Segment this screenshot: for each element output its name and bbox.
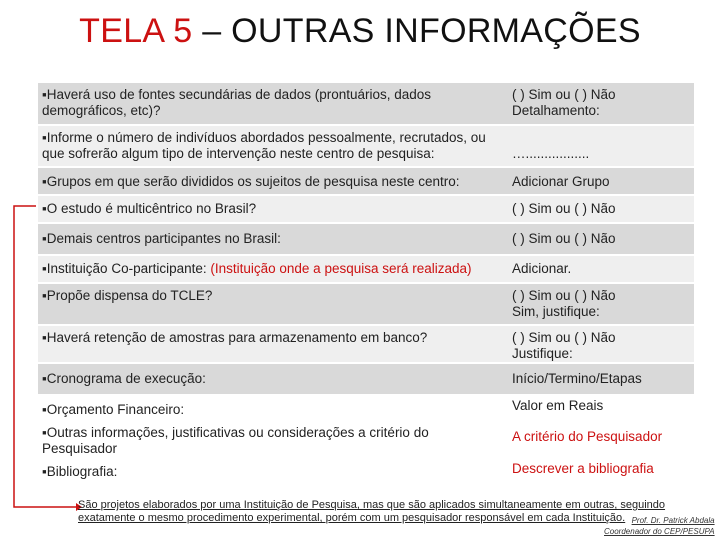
question-outras-informacoes: ▪Outras informações, justificativas ou considerações a critério do Pesquisador (38, 424, 508, 458)
question-fontes-secundarias: ▪Haverá uso de fontes secundárias de dados (prontuários, dados demográficos, etc)? (38, 83, 508, 124)
instituicao-hint: (Instituição onde a pesquisa será realizada) (210, 261, 472, 276)
answer-orcamento[interactable]: Valor em Reais (508, 396, 694, 422)
callout-line (14, 206, 76, 507)
answer-dispensa-tcle[interactable]: ( ) Sim ou ( ) Não Sim, justifique: (508, 284, 694, 324)
answer-multicentrico[interactable]: ( ) Sim ou ( ) Não (508, 196, 694, 222)
question-orcamento: ▪Orçamento Financeiro: (38, 396, 508, 422)
footnote-multicentrico: São projetos elaborados por uma Instituição de Pesquisa, mas que são aplicados simultaneamente em outras, seguindo exatamente o mesmo procedimento experimental, porém com um pesquisador responsável em cada Instituição. (78, 499, 666, 524)
question-dispensa-tcle: ▪Propõe dispensa do TCLE? (38, 284, 508, 324)
question-demais-centros: ▪Demais centros participantes no Brasil: (38, 224, 508, 254)
answer-instituicao[interactable]: Adicionar. (508, 256, 694, 282)
question-grupos: ▪Grupos em que serão divididos os sujeitos de pesquisa neste centro: (38, 168, 508, 194)
question-bibliografia: ▪Bibliografia: (38, 460, 508, 486)
answer-bibliografia[interactable]: Descrever a bibliografia (508, 460, 694, 486)
question-retencao-amostras: ▪Haverá retenção de amostras para armazenamento em banco? (38, 326, 508, 362)
signature-role: Coordenador do CEP/PESUPA (604, 527, 715, 536)
answer-fontes-secundarias[interactable]: ( ) Sim ou ( ) Não Detalhamento: (508, 83, 694, 124)
answer-cronograma[interactable]: Início/Termino/Etapas (508, 364, 694, 394)
answer-grupos[interactable]: Adicionar Grupo (508, 168, 694, 194)
signature (604, 515, 715, 537)
instituicao-label: ▪Instituição Co-participante: (42, 261, 211, 276)
answer-demais-centros[interactable]: ( ) Sim ou ( ) Não (508, 224, 694, 254)
answer-retencao-amostras[interactable]: ( ) Sim ou ( ) Não Justifique: (508, 326, 694, 362)
question-multicentrico: ▪O estudo é multicêntrico no Brasil? (38, 196, 508, 222)
answer-numero-individuos[interactable]: …................. (508, 126, 694, 166)
answer-outras-informacoes[interactable]: A critério do Pesquisador (508, 424, 694, 458)
title-prefix: TELA 5 (79, 12, 193, 50)
title-rest: – OUTRAS INFORMAÇÕES (192, 12, 641, 50)
question-cronograma: ▪Cronograma de execução: (38, 364, 508, 394)
signature-name: Prof. Dr. Patrick Abdala (631, 516, 715, 525)
question-numero-individuos: ▪Informe o número de indivíduos abordados pessoalmente, recrutados, ou que sofrerão algum tipo de intervenção neste centro de pesquisa: (38, 126, 508, 166)
